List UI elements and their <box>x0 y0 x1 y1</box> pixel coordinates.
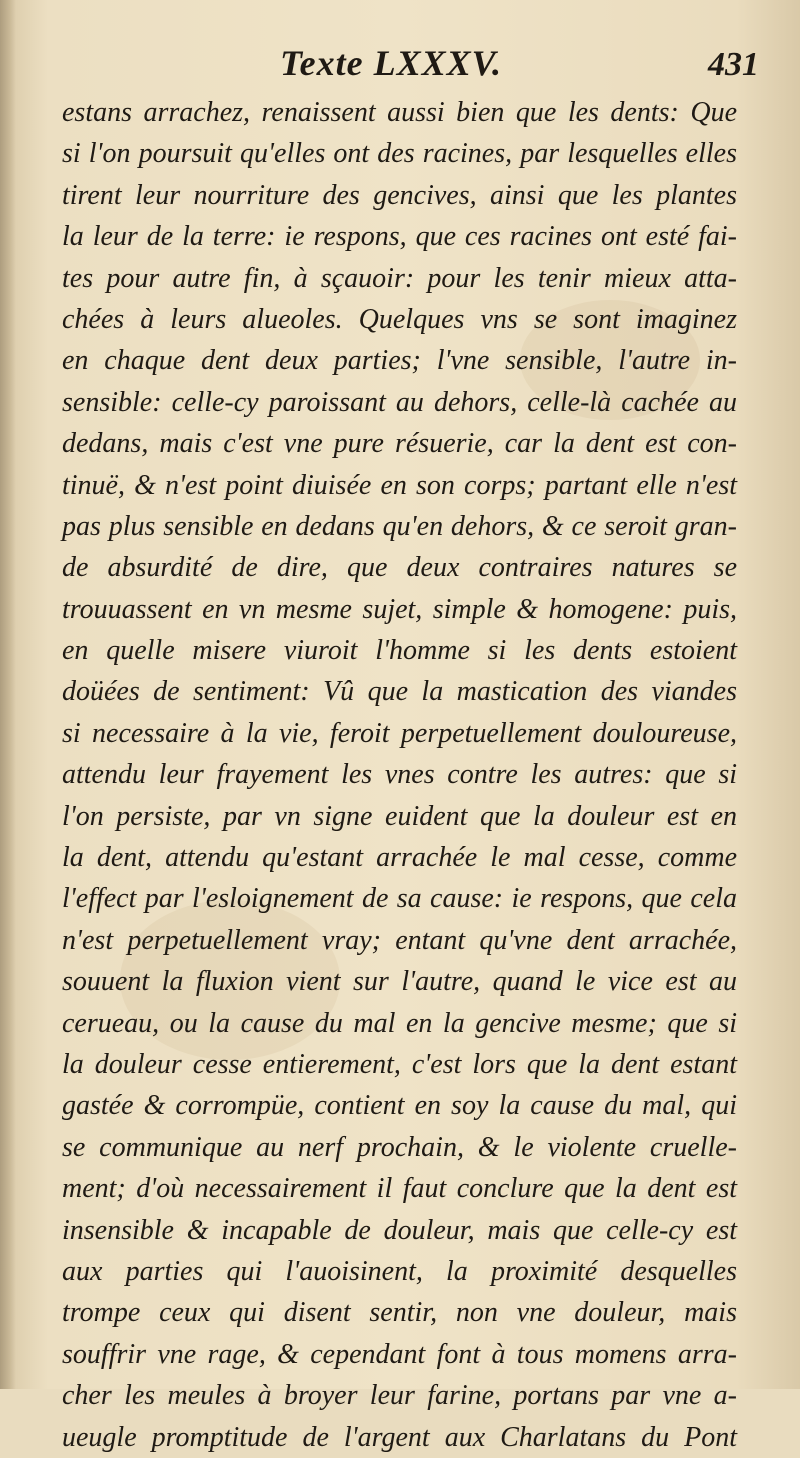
text-line: en chaque dent deux parties; l'vne sensible, l'autre in- <box>62 345 737 377</box>
text-line: ueugle promptitude de l'argent aux Charlatans du Pont <box>62 1421 737 1453</box>
text-line: cher les meules à broyer leur farine, portans par vne a- <box>62 1380 737 1412</box>
text-line: doüées de sentiment: Vû que la mastication des viandes <box>62 676 737 708</box>
text-line: ment; d'où necessairement il faut conclure que la dent est <box>62 1173 737 1205</box>
text-line: gastée & corrompüe, contient en soy la cause du mal, qui <box>62 1090 737 1122</box>
text-line: cerueau, ou la cause du mal en la gencive mesme; que si <box>62 1007 737 1039</box>
text-line: la douleur cesse entierement, c'est lors que la dent estant <box>62 1048 737 1080</box>
text-line: l'on persiste, par vn signe euident que la douleur est en <box>62 800 737 832</box>
text-line: de absurdité de dire, que deux contraires natures se <box>62 552 737 584</box>
text-line: souuent la fluxion vient sur l'autre, quand le vice est au <box>62 966 737 998</box>
text-line: la leur de la terre: ie respons, que ces racines ont esté fai- <box>62 221 737 253</box>
text-line: l'effect par l'esloignement de sa cause: ie respons, que cela <box>62 883 737 915</box>
text-line: tinuë, & n'est point diuisée en son corps; partant elle n'est <box>62 469 737 501</box>
page-spine-shadow <box>0 0 16 1389</box>
text-line: chées à leurs alueoles. Quelques vns se sont imaginez <box>62 303 737 335</box>
text-line: en quelle misere viuroit l'homme si les dents estoient <box>62 635 737 667</box>
text-line: souffrir vne rage, & cependant font à tous momens arra- <box>62 1338 737 1370</box>
text-line: la dent, attendu qu'estant arrachée le mal cesse, comme <box>62 842 737 874</box>
text-line: n'est perpetuellement vray; entant qu'vne dent arrachée, <box>62 924 737 956</box>
text-line: sensible: celle-cy paroissant au dehors, celle-là cachée au <box>62 386 737 418</box>
text-line: trompe ceux qui disent sentir, non vne douleur, mais <box>62 1297 737 1329</box>
text-line: trouuassent en vn mesme sujet, simple & homogene: puis, <box>62 593 737 625</box>
text-line: insensible & incapable de douleur, mais que celle-cy est <box>62 1214 737 1246</box>
text-line: si necessaire à la vie, feroit perpetuellement douloureuse, <box>62 717 737 749</box>
text-line: si l'on poursuit qu'elles ont des racines, par lesquelles elles <box>62 138 737 170</box>
page-header <box>0 42 800 92</box>
text-line: tirent leur nourriture des gencives, ainsi que les plantes <box>62 179 737 211</box>
text-line: attendu leur frayement les vnes contre les autres: que si <box>62 759 737 791</box>
text-line: tes pour autre fin, à sçauoir: pour les tenir mieux atta- <box>62 262 737 294</box>
text-line: dedans, mais c'est vne pure résuerie, car la dent est con- <box>62 428 737 460</box>
running-head: Texte LXXXV. <box>280 43 503 83</box>
body-text <box>62 92 737 1458</box>
text-line: se communique au nerf prochain, & le violente cruelle- <box>62 1131 737 1163</box>
text-line: estans arrachez, renaissent aussi bien que les dents: Que <box>62 97 737 128</box>
text-line: pas plus sensible en dedans qu'en dehors, & ce seroit gran- <box>62 510 737 542</box>
page-number: 431 <box>708 46 759 83</box>
text-line: aux parties qui l'auoisinent, la proximité desquelles <box>62 1255 737 1287</box>
